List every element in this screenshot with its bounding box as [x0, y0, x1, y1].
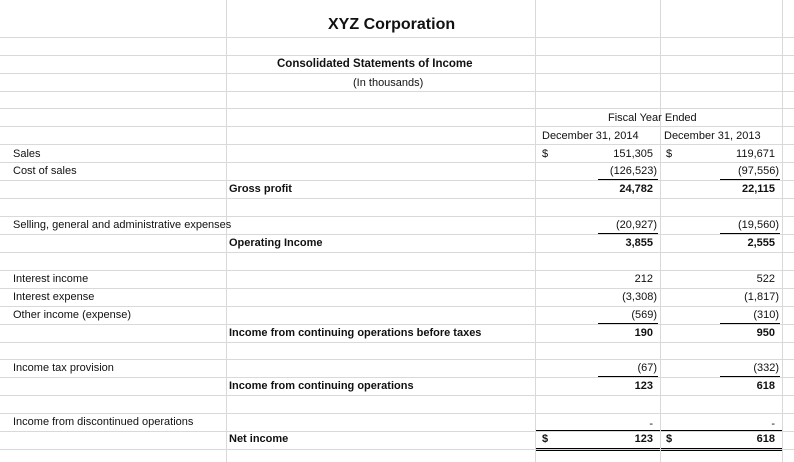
- value-2013-sales: 119,671: [736, 148, 775, 160]
- subtotal-underline: [598, 323, 658, 324]
- value-2014-other-income: (569): [631, 309, 657, 321]
- value-2013-operating-income: 2,555: [747, 237, 775, 249]
- value-2014-sales: 151,305: [613, 148, 653, 160]
- row-label-other-income: Other income (expense): [13, 309, 131, 321]
- row-label-sga: Selling, general and administrative expenses: [13, 219, 232, 231]
- gridline: [0, 180, 794, 181]
- row-label-gross-profit: Gross profit: [229, 183, 292, 195]
- value-2014-net-income: 123: [634, 433, 653, 445]
- gridline: [0, 342, 794, 343]
- value-2013-income-before-taxes: 950: [756, 327, 775, 339]
- value-2013-gross-profit: 22,115: [741, 183, 775, 195]
- gridline: [782, 0, 783, 462]
- units-note: (In thousands): [353, 77, 424, 89]
- currency-symbol: $: [542, 433, 549, 445]
- period-header: Fiscal Year Ended: [608, 112, 697, 124]
- subtotal-underline: [598, 179, 658, 180]
- gridline: [535, 0, 536, 462]
- subtotal-underline: [720, 179, 780, 180]
- total-double-underline: [536, 448, 660, 449]
- currency-symbol: $: [666, 433, 673, 445]
- value-2013-income-continuing: 618: [756, 380, 775, 392]
- subtotal-underline: [598, 376, 658, 377]
- value-2013-net-income: 618: [756, 433, 775, 445]
- value-2014-interest-income: 212: [634, 273, 653, 285]
- value-2014-discontinued: -: [649, 418, 653, 430]
- gridline: [0, 252, 794, 253]
- gridline: [0, 270, 794, 271]
- row-label-operating-income: Operating Income: [229, 237, 323, 249]
- gridline: [0, 395, 794, 396]
- value-2013-cost-of-sales: (97,556): [738, 165, 779, 177]
- gridline: [0, 162, 794, 163]
- company-title: XYZ Corporation: [328, 16, 456, 33]
- currency-symbol: $: [666, 148, 673, 160]
- value-2014-cost-of-sales: (126,523): [609, 165, 657, 177]
- row-label-sales: Sales: [13, 148, 41, 160]
- row-label-income-continuing: Income from continuing operations: [229, 380, 414, 392]
- row-label-income-before-taxes: Income from continuing operations before taxes: [229, 327, 482, 339]
- value-2014-operating-income: 3,855: [625, 237, 653, 249]
- subtotal-underline: [720, 233, 780, 234]
- gridline: [0, 37, 794, 38]
- value-2013-sga: (19,560): [738, 219, 779, 231]
- total-double-underline: [661, 448, 782, 449]
- value-2013-discontinued: -: [771, 418, 775, 430]
- gridline: [0, 108, 794, 109]
- gridline: [0, 359, 794, 360]
- value-2013-interest-expense: (1,817): [744, 291, 779, 303]
- subtotal-underline: [598, 233, 658, 234]
- gridline: [0, 73, 794, 74]
- value-2014-tax-provision: (67): [637, 362, 657, 374]
- column-header-2013: December 31, 2013: [664, 130, 761, 142]
- row-label-tax-provision: Income tax provision: [13, 362, 114, 374]
- row-label-net-income: Net income: [229, 433, 289, 445]
- total-double-underline: [536, 450, 660, 451]
- value-2013-interest-income: 522: [756, 273, 775, 285]
- currency-symbol: $: [542, 148, 549, 160]
- column-header-2014: December 31, 2014: [542, 130, 639, 142]
- statement-title: Consolidated Statements of Income: [277, 58, 473, 70]
- gridline: [660, 0, 661, 462]
- value-2014-interest-expense: (3,308): [622, 291, 657, 303]
- total-double-underline: [661, 450, 782, 451]
- value-2013-tax-provision: (332): [753, 362, 779, 374]
- subtotal-underline: [720, 376, 780, 377]
- row-label-cost-of-sales: Cost of sales: [13, 165, 77, 177]
- gridline: [0, 431, 794, 432]
- value-2014-sga: (20,927): [616, 219, 657, 231]
- gridline: [0, 234, 794, 235]
- row-label-interest-income: Interest income: [13, 273, 89, 285]
- value-2014-income-before-taxes: 190: [634, 327, 653, 339]
- value-2014-gross-profit: 24,782: [619, 183, 653, 195]
- row-label-discontinued: Income from discontinued operations: [13, 416, 194, 428]
- value-2013-other-income: (310): [753, 309, 779, 321]
- gridline: [0, 198, 794, 199]
- subtotal-underline: [720, 323, 780, 324]
- row-label-interest-expense: Interest expense: [13, 291, 95, 303]
- gridline: [0, 288, 794, 289]
- value-2014-income-continuing: 123: [634, 380, 653, 392]
